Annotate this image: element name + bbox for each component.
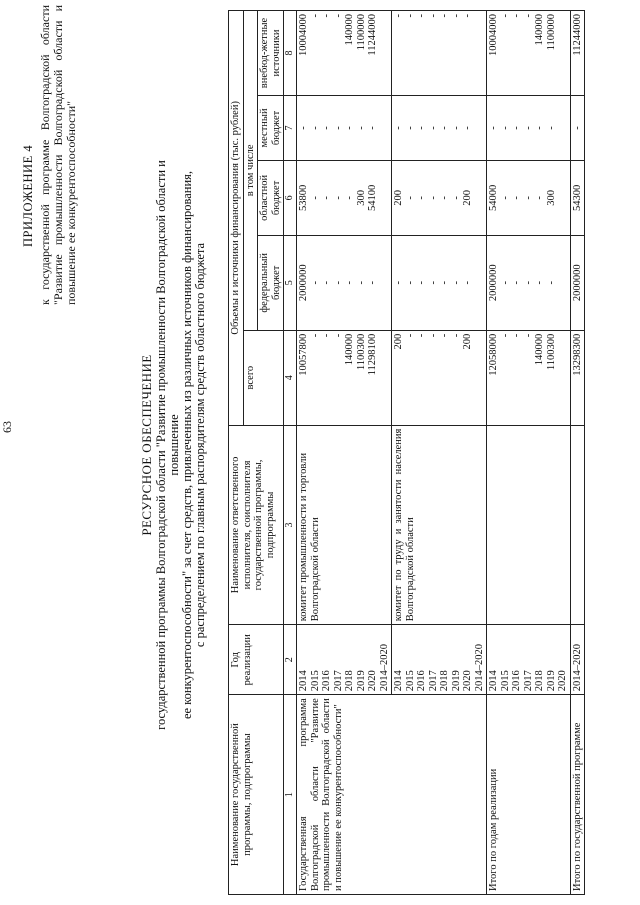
value-cell: 300: [355, 190, 367, 206]
extra-values: [297, 11, 392, 96]
year-cell: 2017: [522, 670, 534, 692]
regional-values: [297, 160, 392, 235]
value-cell: [557, 99, 569, 157]
year-list: [392, 625, 487, 695]
year-cell: 2015: [404, 670, 416, 692]
year-cell: 2020: [557, 670, 568, 692]
column-number-row: [284, 11, 297, 895]
value-cell: -: [393, 281, 404, 285]
value-cell: -: [534, 281, 545, 285]
value-cell: -: [393, 126, 404, 130]
value-cell: -: [367, 281, 378, 285]
totals-by-year-row: [487, 11, 571, 895]
value-cell: -: [488, 126, 499, 130]
year-cell: 2014–2020: [473, 643, 485, 692]
value-cell: -: [499, 126, 511, 130]
value-cell: 200: [462, 333, 473, 350]
value-cell: 10004000: [488, 14, 499, 56]
value-cell: -: [427, 281, 439, 285]
value-cell: 11244000: [367, 14, 378, 56]
title-line-2: ее конкурентоспособности" за счет средств, привлеченных из различных источников финансирования,: [180, 170, 194, 720]
col-number: 3: [284, 425, 297, 625]
header-executor: Наименование ответственного исполнителя, соисполнителя государственной программы, подпрограммы: [229, 425, 284, 625]
value-cell: -: [462, 281, 473, 285]
value-cell: -: [511, 333, 522, 338]
executor-empty: [487, 425, 571, 625]
value-cell: 140000: [344, 14, 355, 46]
value-cell: 54000: [488, 184, 499, 212]
value-cell: -: [332, 196, 344, 200]
value-cell: -: [450, 196, 462, 200]
year-cell: 2018: [439, 670, 450, 692]
value-cell: 140000: [344, 333, 355, 366]
document-title: [140, 135, 207, 755]
value-cell: -: [511, 196, 522, 200]
value-cell: -: [404, 126, 416, 130]
federal-values: [487, 235, 571, 330]
value-cell: -: [511, 14, 522, 18]
value-cell: -: [309, 281, 321, 285]
value-cell: -: [416, 333, 427, 338]
value-cell: [557, 239, 569, 327]
value-cell: -: [309, 14, 321, 18]
year-cell: 2018: [344, 670, 355, 692]
local-values: [297, 95, 392, 160]
year-cell: 2015: [309, 670, 321, 692]
value-cell: -: [499, 281, 511, 285]
value-cell: -: [309, 333, 321, 338]
extra-values: [487, 11, 571, 96]
appendix-heading: ПРИЛОЖЕНИЕ 4: [21, 144, 35, 247]
header-federal: федеральный бюджет: [258, 235, 284, 330]
value-cell: -: [450, 14, 462, 18]
value-cell: -: [367, 126, 378, 130]
year-list: [487, 625, 571, 695]
value-cell: 1100000: [355, 14, 367, 51]
grand-total-local: -: [570, 95, 585, 160]
regional-values: [392, 160, 487, 235]
grand-total-federal: 2000000: [570, 235, 585, 330]
value-cell: -: [416, 281, 427, 285]
value-cell: 2000000: [298, 264, 309, 302]
year-cell: 2019: [545, 670, 557, 692]
header-total: всего: [243, 330, 284, 425]
year-cell: 2015: [499, 670, 511, 692]
title-line-1: государственной программы Волгоградской области "Развитие промышленности Волгоградской области и повышение: [154, 160, 181, 730]
value-cell: 200: [393, 333, 404, 350]
value-cell: -: [522, 196, 534, 200]
federal-values: [297, 235, 392, 330]
local-values: [487, 95, 571, 160]
value-cell: -: [499, 196, 511, 200]
title-heading: РЕСУРСНОЕ ОБЕСПЕЧЕНИЕ: [139, 354, 154, 536]
value-cell: -: [404, 196, 416, 200]
value-cell: -: [450, 126, 462, 130]
executor-2: комитет по труду и занятости населения Волгоградской области: [392, 425, 487, 625]
value-cell: -: [439, 333, 450, 338]
program-name: Государственная программа Волгоградской области "Развитие промышленности Волгоградской области и повышение ее конкурентоспособности": [297, 695, 487, 895]
extra-values: [392, 11, 487, 96]
value-cell: -: [309, 126, 321, 130]
year-cell: 2016: [321, 670, 332, 692]
value-cell: -: [355, 281, 367, 285]
header-volumes: Объемы и источники финансирования (тыс. рублей): [229, 11, 244, 426]
value-cell: -: [416, 14, 427, 18]
value-cell: -: [321, 333, 332, 338]
value-cell: -: [534, 196, 545, 200]
header-program: Наименование государственной программы, подпрограммы: [229, 695, 284, 895]
value-cell: -: [450, 333, 462, 338]
value-cell: -: [462, 126, 473, 130]
appendix-block: [22, 5, 78, 305]
grand-total-year: 2014–2020: [570, 625, 585, 695]
value-cell: -: [332, 281, 344, 285]
total-values: [392, 330, 487, 425]
value-cell: 300: [545, 190, 557, 206]
value-cell: -: [545, 281, 557, 285]
value-cell: -: [309, 196, 321, 200]
col-number: 4: [284, 330, 297, 425]
title-line-3: с распределением по главным распорядителям средств областного бюджета: [193, 242, 207, 648]
page-number: 63: [0, 421, 14, 433]
value-cell: -: [522, 281, 534, 285]
local-values: [392, 95, 487, 160]
value-cell: -: [321, 281, 332, 285]
value-cell: -: [511, 281, 522, 285]
col-number: 7: [284, 95, 297, 160]
value-cell: -: [499, 333, 511, 338]
year-list: [297, 625, 392, 695]
year-cell: 2014: [488, 670, 499, 692]
grand-total-extra: 11244000: [570, 11, 585, 96]
header-including: в том числе: [243, 11, 258, 331]
appendix-text: к государственной программе Волгоградской области "Развитие промышленности Волгоградской области и повышение ее конкурентоспособности": [38, 5, 78, 305]
resource-table: [228, 10, 585, 895]
value-cell: -: [462, 14, 473, 18]
value-cell: 10004000: [298, 14, 309, 56]
grand-total-label: Итого по государственной программе: [570, 695, 585, 895]
col-number: 1: [284, 695, 297, 895]
value-cell: [557, 334, 569, 422]
totals-by-year-label: Итого по годам реализации: [487, 695, 571, 895]
program-block-1: [297, 11, 392, 895]
value-cell: -: [332, 333, 344, 338]
value-cell: -: [416, 196, 427, 200]
value-cell: -: [439, 196, 450, 200]
value-cell: -: [427, 126, 439, 130]
grand-total-all: 13298300: [570, 330, 585, 425]
value-cell: -: [545, 126, 557, 130]
value-cell: 140000: [534, 14, 545, 46]
value-cell: -: [332, 126, 344, 130]
executor-1: комитет промышленности и торговли Волгоградской области: [297, 425, 392, 625]
value-cell: [557, 14, 569, 92]
col-number: 2: [284, 625, 297, 695]
header-local: местный бюджет: [258, 95, 284, 160]
grand-total-row: [570, 11, 585, 895]
value-cell: 11298100: [367, 333, 378, 376]
value-cell: -: [344, 281, 355, 285]
year-cell: 2018: [534, 670, 545, 692]
year-cell: 2014: [393, 670, 404, 692]
value-cell: -: [332, 14, 344, 18]
executor-empty: [570, 425, 585, 625]
year-cell: 2016: [416, 670, 427, 692]
value-cell: [557, 164, 569, 232]
value-cell: 2000000: [488, 264, 499, 302]
value-cell: -: [439, 281, 450, 285]
year-cell: 2016: [511, 670, 522, 692]
col-number: 8: [284, 11, 297, 96]
value-cell: -: [416, 126, 427, 130]
year-cell: 2019: [355, 670, 367, 692]
year-cell: 2014–2020: [378, 643, 390, 692]
value-cell: 10057800: [298, 333, 309, 376]
value-cell: -: [321, 126, 332, 130]
year-cell: 2020: [462, 670, 473, 692]
header-extra: внебюд-жетные источники: [258, 11, 284, 96]
header-year: Год реализации: [229, 625, 284, 695]
value-cell: -: [534, 126, 545, 130]
value-cell: -: [321, 196, 332, 200]
value-cell: -: [522, 126, 534, 130]
value-cell: -: [321, 14, 332, 18]
total-values: [487, 330, 571, 425]
year-cell: 2017: [332, 670, 344, 692]
value-cell: -: [298, 126, 309, 130]
value-cell: 12058000: [488, 333, 499, 376]
value-cell: -: [344, 196, 355, 200]
value-cell: 1100300: [355, 333, 367, 371]
header-regional: областной бюджет: [258, 160, 284, 235]
grand-total-regional: 54300: [570, 160, 585, 235]
value-cell: 1100300: [545, 333, 557, 371]
regional-values: [487, 160, 571, 235]
value-cell: -: [427, 333, 439, 338]
value-cell: -: [404, 333, 416, 338]
col-number: 5: [284, 235, 297, 330]
value-cell: 54100: [367, 184, 378, 212]
value-cell: 140000: [534, 333, 545, 366]
value-cell: -: [499, 14, 511, 18]
value-cell: -: [427, 196, 439, 200]
value-cell: -: [439, 126, 450, 130]
year-cell: 2019: [450, 670, 462, 692]
year-cell: 2020: [367, 670, 378, 692]
value-cell: -: [511, 126, 522, 130]
value-cell: 200: [462, 190, 473, 206]
value-cell: -: [439, 14, 450, 18]
year-cell: 2014: [298, 670, 309, 692]
total-values: [297, 330, 392, 425]
value-cell: -: [427, 14, 439, 18]
value-cell: 1100000: [545, 14, 557, 51]
value-cell: -: [393, 14, 404, 18]
value-cell: -: [522, 333, 534, 338]
value-cell: -: [355, 126, 367, 130]
col-number: 6: [284, 160, 297, 235]
value-cell: -: [404, 281, 416, 285]
value-cell: -: [450, 281, 462, 285]
value-cell: 53800: [298, 184, 309, 212]
year-cell: 2017: [427, 670, 439, 692]
value-cell: 200: [393, 190, 404, 206]
value-cell: -: [344, 126, 355, 130]
federal-values: [392, 235, 487, 330]
value-cell: -: [522, 14, 534, 18]
value-cell: -: [404, 14, 416, 18]
